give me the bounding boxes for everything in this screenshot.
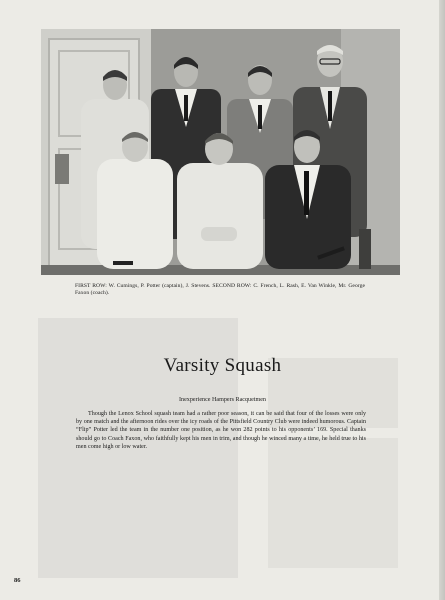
article-subtitle: Inexperience Hampers Racquetmen bbox=[179, 397, 266, 403]
photo-caption: FIRST ROW: W. Cumings, P. Potter (captain), J. Stevens. SECOND ROW: C. French, L. Rash, E. Van Winkle, Mr. George Faxon (coach). bbox=[75, 283, 365, 297]
article-body: Though the Lenox School squash team had a rather poor season, it can be said that four of the losses were only by one match and the afternoon rides over the icy roads of the Pittsfield Country Club were indeed humorous. Captain “Flip” Potter led the team in the number one position, as he won 282 points to his opponents’ 169. Special thanks should go to Coach Faxon, who faithfully kept his men in trim, and though he winced many a time, he held true to his men come high or low water. bbox=[76, 411, 366, 450]
team-photo bbox=[41, 29, 400, 275]
article-title: Varsity Squash bbox=[163, 355, 282, 376]
page-number: 86 bbox=[14, 577, 21, 584]
page-edge bbox=[439, 0, 445, 600]
